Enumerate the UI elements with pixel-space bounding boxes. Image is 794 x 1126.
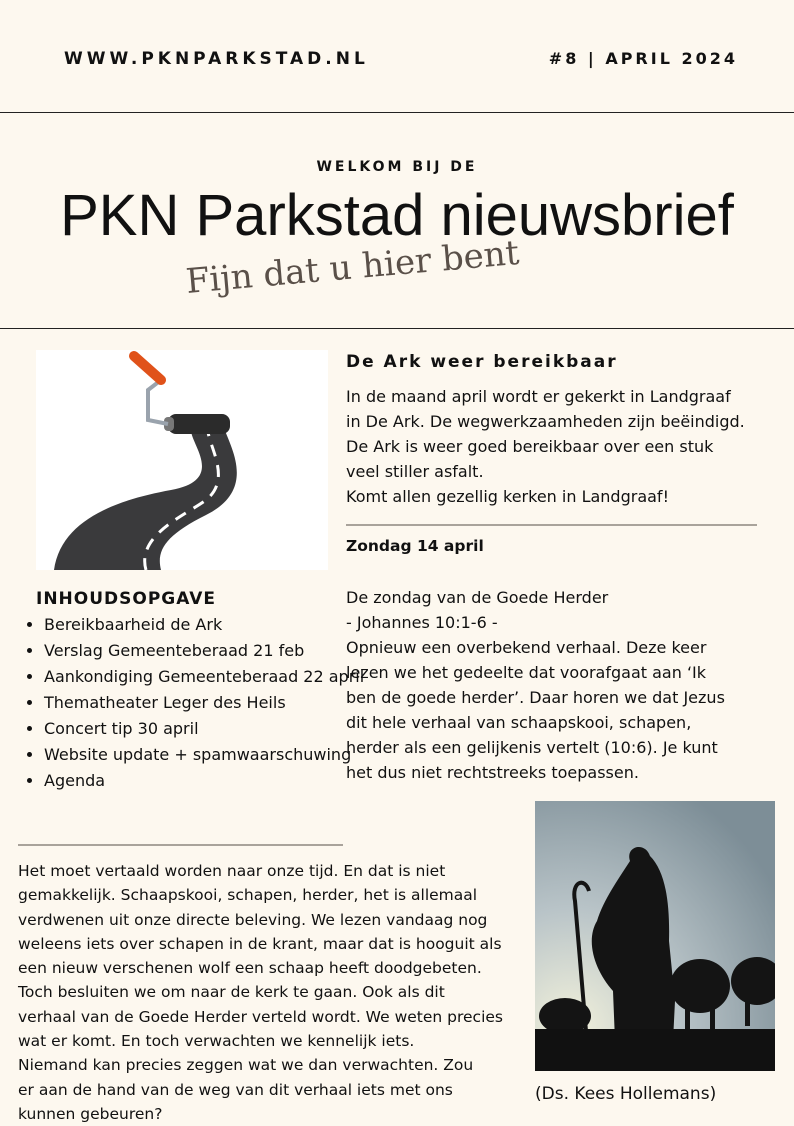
toc-title: INHOUDSOPGAVE <box>36 589 217 609</box>
toc-item[interactable]: • Concert tip 30 april <box>44 716 374 742</box>
welcome-text: WELKOM BIJ DE <box>316 159 478 175</box>
text-line: De Ark is weer goed bereikbaar over een stuk <box>346 437 714 456</box>
tagline: Fijn dat u hier bent <box>184 232 521 302</box>
toc-list <box>22 612 374 794</box>
text-line: verhaal van de Goede Herder verteld wordt. We weten precies <box>18 1007 503 1026</box>
text-line: Het moet vertaald worden naar onze tijd. En dat is niet <box>18 862 446 880</box>
text-line: veel stiller asfalt. <box>346 462 484 481</box>
toc-divider <box>18 844 343 846</box>
text-line: In de maand april wordt er gekerkt in Landgraaf <box>346 387 731 406</box>
text-line: De zondag van de Goede Herder <box>346 588 609 607</box>
toc-item[interactable]: • Thematheater Leger des Heils <box>44 690 374 716</box>
article-title-ark: De Ark weer bereikbaar <box>346 352 618 372</box>
toc-item[interactable]: • Agenda <box>44 768 374 794</box>
text-line: lezen we het gedeelte dat voorafgaat aan ‘Ik <box>346 663 707 682</box>
text-line: Opnieuw een overbekend verhaal. Deze keer <box>346 638 707 657</box>
text-line: Toch besluiten we om naar de kerk te gaan. Ook als dit <box>18 983 445 1002</box>
text-line: in De Ark. De wegwerkzaamheden zijn beëindigd. <box>346 412 745 431</box>
road-roller-image <box>36 350 328 570</box>
text-line: gemakkelijk. Schaapskooi, schapen, herder, het is allemaal <box>18 886 478 905</box>
text-line: dit hele verhaal van schaapskooi, schapen, <box>346 713 692 732</box>
article-body-ark <box>346 384 766 509</box>
author-caption: (Ds. Kees Hollemans) <box>535 1084 717 1104</box>
issue-number: #8 | APRIL 2024 <box>548 49 738 68</box>
text-line: Komt allen gezellig kerken in Landgraaf! <box>346 487 669 506</box>
article-body-shepherd <box>346 585 766 785</box>
shepherd-image <box>535 801 775 1071</box>
text-line: weleens iets over schapen in de krant, maar dat is hooguit als <box>18 934 502 953</box>
article-body-continued <box>18 859 528 1126</box>
text-line: een nieuw verschenen wolf een schaap heeft doodgebeten. <box>18 959 482 978</box>
sunday-date: Zondag 14 april <box>346 537 484 555</box>
text-line: ben de goede herder’. Daar horen we dat Jezus <box>346 688 725 707</box>
text-line: het dus niet rechtstreeks toepassen. <box>346 763 639 782</box>
toc-item[interactable]: • Aankondiging Gemeenteberaad 22 april <box>44 664 374 690</box>
text-line: Niemand kan precies zeggen wat we dan verwachten. Zou <box>18 1056 474 1075</box>
text-line: kunnen gebeuren? <box>18 1104 163 1123</box>
newsletter-title: PKN Parkstad nieuwsbrief <box>60 183 734 248</box>
text-line: wat er komt. En toch verwachten we kennelijk iets. <box>18 1032 415 1051</box>
website-url[interactable]: WWW.PKNPARKSTAD.NL <box>64 49 369 69</box>
text-line: - Johannes 10:1-6 - <box>346 613 498 632</box>
text-line: herder als een gelijkenis vertelt (10:6). Je kunt <box>346 738 718 757</box>
header-divider <box>0 112 794 113</box>
text-line: verdwenen uit onze directe beleving. We lezen vandaag nog <box>18 910 488 929</box>
toc-item[interactable]: • Website update + spamwaarschuwing <box>44 742 374 768</box>
masthead-divider <box>0 328 794 329</box>
text-line: er aan de hand van de weg van dit verhaal iets met ons <box>18 1080 453 1099</box>
toc-item[interactable]: • Verslag Gemeenteberaad 21 feb <box>44 638 374 664</box>
article-divider <box>346 524 757 526</box>
toc-item[interactable]: • Bereikbaarheid de Ark <box>44 612 374 638</box>
